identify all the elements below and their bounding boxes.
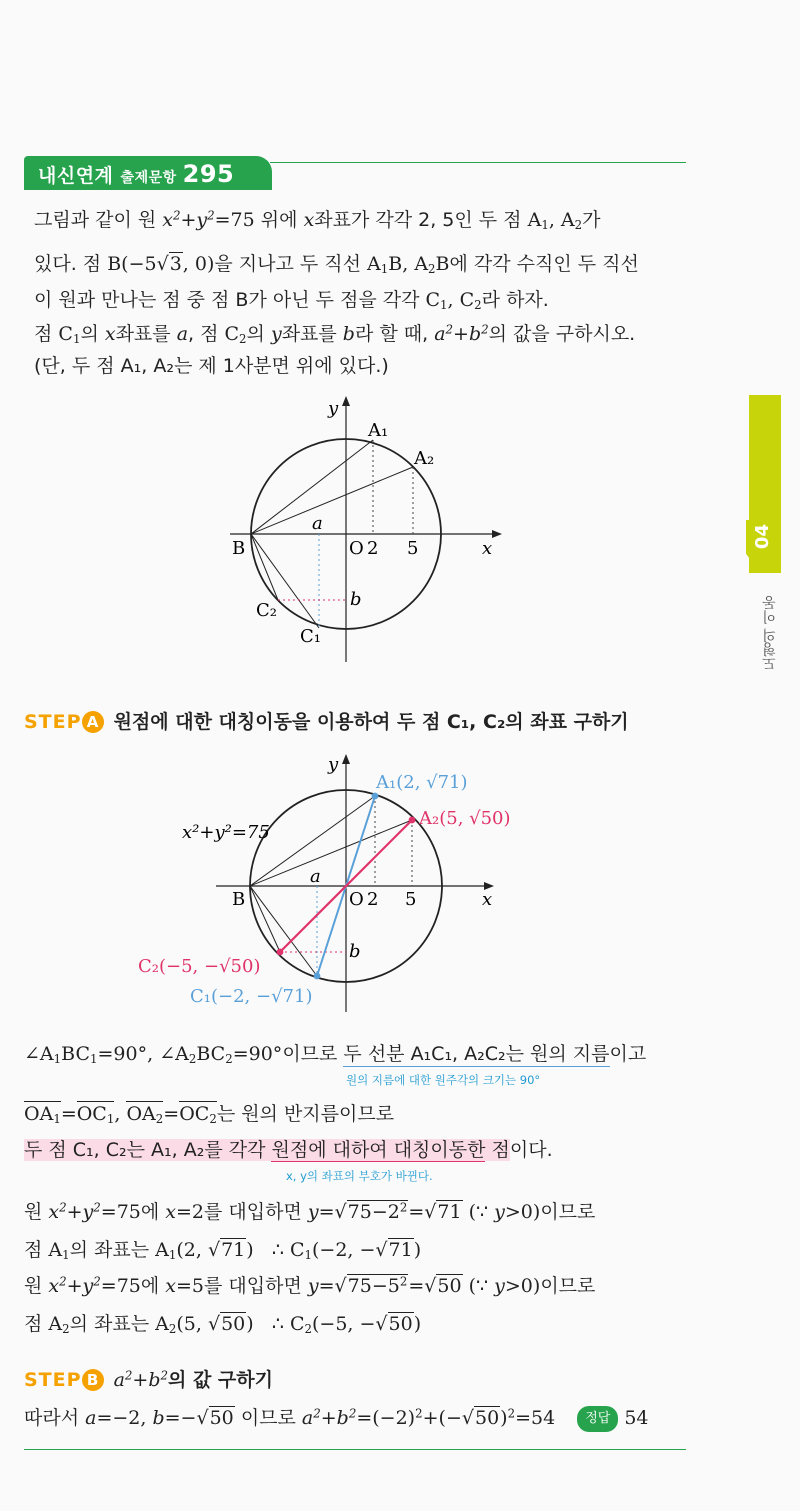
tick-2: 2 bbox=[367, 538, 379, 559]
answer-value: 54 bbox=[624, 1407, 649, 1429]
problem-badge bbox=[24, 150, 280, 192]
svg-text:y: y bbox=[328, 754, 339, 775]
top-divider bbox=[270, 162, 686, 163]
diagram-1 bbox=[200, 392, 520, 672]
label-y: y bbox=[328, 398, 339, 419]
label-A1: A₁ bbox=[368, 420, 389, 441]
label-O: O bbox=[349, 538, 364, 559]
solution-line-4: 원 $x^2+y^2=75$에 x=2를 대입하면 $y=√75-2^2=√71$ (∵ y>0)이므로 bbox=[24, 1200, 596, 1223]
solution-line-6: 원 $x^2+y^2=75$에 x=5를 대입하면 $y=√75-5^2=√50$ (∵ y>0)이므로 bbox=[24, 1274, 596, 1297]
label-B: B bbox=[232, 538, 246, 559]
step-b-heading: STEP B $a^2+b^2$의 값 구하기 bbox=[24, 1368, 273, 1391]
svg-text:B: B bbox=[232, 889, 246, 910]
svg-text:O: O bbox=[349, 889, 364, 910]
final-line: 따라서 a=−2, b=−√50 이므로 $a^2+b^2=(-2)^2+(-√50)^2=54$ 정답 54 bbox=[24, 1406, 649, 1432]
label-C2: C₂ bbox=[256, 600, 277, 621]
A2-coord: A₂(5, √50) bbox=[419, 808, 511, 829]
problem-line-5: (단, 두 점 A₁, A₂는 제 1사분면 위에 있다.) bbox=[34, 355, 389, 377]
svg-text:b: b bbox=[349, 941, 361, 962]
C2-coord: C₂(−5, −√50) bbox=[138, 956, 261, 977]
solution-line-1: $\angle A_1BC_1=90^\circ$, $\angle A_2BC_2=90^\circ$이므로 두 선분 A₁C₁, A₂C₂는 원의 지름이고 bbox=[24, 1043, 647, 1066]
svg-text:a: a bbox=[310, 866, 321, 887]
solution-line-3: 두 점 C₁, C₂는 A₁, A₂를 각각 원점에 대하여 대칭이동한 점이다. bbox=[24, 1139, 553, 1161]
bottom-divider bbox=[24, 1449, 686, 1450]
svg-text:x: x bbox=[482, 889, 493, 910]
label-x: x bbox=[482, 538, 493, 559]
problem-line-1: 그림과 같이 원 $x^2+y^2=75$ 위에 x좌표가 각각 2, 5인 두 점 $A_1$, $A_2$가 bbox=[34, 208, 601, 232]
problem-line-3: 이 원과 만나는 점 중 점 B가 아닌 두 점을 각각 $C_1$, $C_2$라 하자. bbox=[34, 289, 549, 312]
chapter-title: 도형의 이동 bbox=[762, 596, 778, 671]
badge-label: 내신연계 bbox=[38, 165, 114, 187]
note-diameter: 원의 지름에 대한 원주각의 크기는 90° bbox=[346, 1073, 541, 1087]
diagram-2 bbox=[120, 750, 540, 1020]
tick-5: 5 bbox=[407, 538, 419, 559]
svg-text:5: 5 bbox=[405, 889, 417, 910]
step-a-heading: STEP A 원점에 대한 대칭이동을 이용하여 두 점 C₁, C₂의 좌표 구하기 bbox=[24, 711, 629, 733]
label-C1: C₁ bbox=[300, 626, 321, 647]
C1-coord: C₁(−2, −√71) bbox=[190, 986, 313, 1007]
chapter-number: 04 bbox=[752, 524, 773, 550]
svg-text:2: 2 bbox=[367, 889, 379, 910]
problem-number: 295 bbox=[182, 160, 235, 188]
badge-text bbox=[38, 160, 234, 188]
eq-label: x²+y²=75 bbox=[182, 822, 270, 843]
badge-sub: 출제문항 bbox=[120, 170, 177, 186]
label-b: b bbox=[350, 589, 362, 610]
label-a: a bbox=[312, 513, 323, 534]
solution-line-7: 점 $A_2$의 좌표는 $A_2(5$, √50) ∴ $C_2(-5$, −√50) bbox=[24, 1313, 422, 1336]
solution-line-2: $OA_1=OC_1$, $OA_2=OC_2$는 원의 반지름이므로 bbox=[24, 1103, 395, 1126]
answer-badge: 정답 bbox=[577, 1406, 618, 1432]
label-A2: A₂ bbox=[414, 448, 435, 469]
A1-coord: A₁(2, √71) bbox=[376, 772, 468, 793]
note-sign: x, y의 좌표의 부호가 바뀐다. bbox=[286, 1169, 433, 1183]
problem-line-2: 있다. 점 B(−5√3, 0)을 지나고 두 직선 $A_1B$, $A_2B$에 각각 수직인 두 직선 bbox=[34, 253, 639, 276]
solution-line-5: 점 $A_1$의 좌표는 $A_1(2$, √71) ∴ $C_1(-2$, −√71) bbox=[24, 1239, 422, 1262]
problem-line-4: 점 $C_1$의 x좌표를 a, 점 $C_2$의 y좌표를 b라 할 때, $a^2+b^2$의 값을 구하시오. bbox=[34, 322, 636, 346]
